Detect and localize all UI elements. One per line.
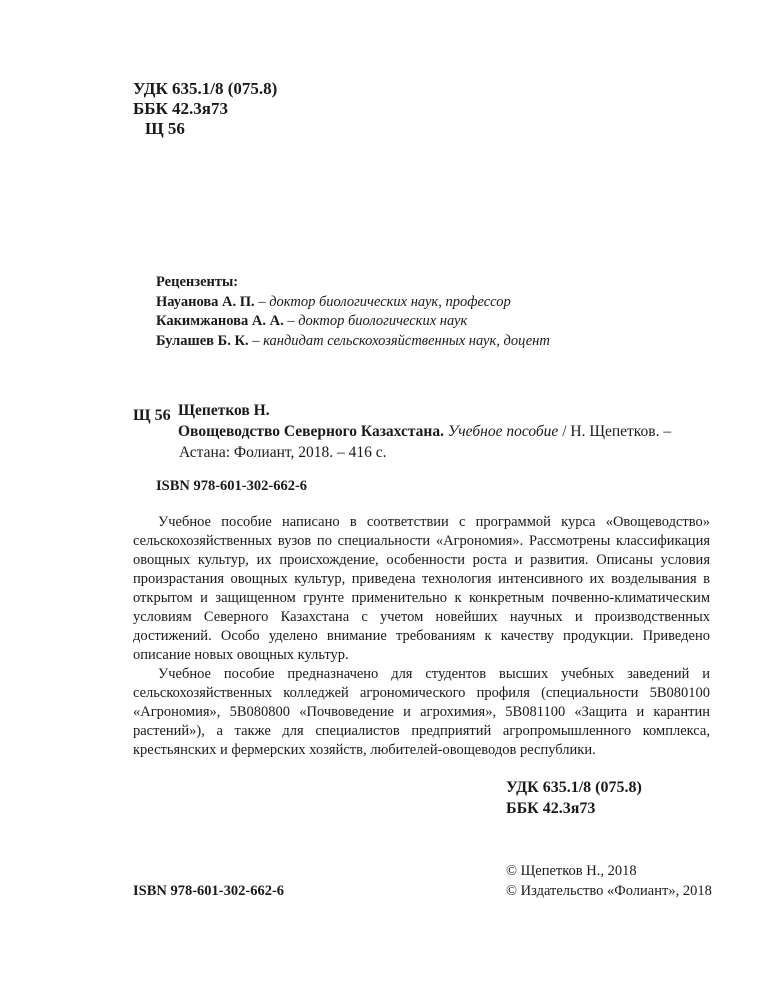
reviewer-desc: – кандидат сельскохозяйственных наук, доцент [248,332,550,349]
abstract-paragraph: Учебное пособие написано в соответствии с программой курса «Овощеводство» сельскохозяйственных вузов по специальности «Агрономия». Рассмотрены классификация овощных культур, их происхождение, особенности роста и развития. Описаны условия произрастания овощных культур, приведена технология интенсивного их возделывания в открытом и защищенном грунте применительно к конкретным почвенно-климатическим условиям Северного Казахстана с учетом новейших научных и производственных достижений. Особо уделено внимание требованиям к качеству продукции. Приведено описание новых овощных культур. [133,514,710,663]
reviewer-name: Науанова А. П. [156,293,255,310]
reviewers-title: Рецензенты: [156,274,239,290]
reviewer-item [156,332,550,352]
book-title-line [178,421,688,442]
author-code: Щ 56 [145,119,185,138]
isbn-footer: ISBN 978-601-302-662-6 [133,883,285,899]
bibliographic-author-code: Щ 56 [133,407,171,424]
copyright-author: © Щепетков Н., 2018 [506,863,637,879]
reviewer-desc: – доктор биологических наук, профессор [254,293,511,310]
bbk-code: ББК 42.3я73 [506,800,596,817]
reviewer-desc: – доктор биологических наук [283,313,468,329]
book-responsibility: / Н. Щепетков. – [558,423,672,440]
book-title: Овощеводство Северного Казахстана. [178,423,444,440]
classification-codes-bottom [506,777,642,819]
reviewer-name: Булашев Б. К. [156,332,249,349]
bibliographic-record [178,400,688,463]
reviewers-block [156,273,550,351]
isbn: ISBN 978-601-302-662-6 [156,478,308,494]
copyright-block [506,861,712,901]
reviewer-item [156,312,550,332]
bbk-code: ББК 42.3я73 [133,99,229,118]
book-type: Учебное пособие [447,423,559,440]
reviewer-name: Какимжанова А. А. [156,313,284,329]
udk-code: УДК 635.1/8 (075.8) [133,79,278,98]
udk-code: УДК 635.1/8 (075.8) [506,779,642,796]
abstract [133,513,710,760]
book-imprint: Астана: Фолиант, 2018. – 416 с. [179,444,387,461]
copyright-publisher: © Издательство «Фолиант», 2018 [506,883,712,899]
book-author: Щепетков Н. [178,402,270,419]
classification-codes-top [133,79,277,139]
reviewer-item [156,293,550,313]
abstract-paragraph: Учебное пособие предназначено для студентов высших учебных заведений и сельскохозяйственных колледжей агрономического профиля (специальности 5В080100 «Агрономия», 5В080800 «Почвоведение и агрохимия», 5В081100 «Защита и карантин растений»), а также для специалистов предприятий агропромышленного комплекса, крестьянских и фермерских хозяйств, любителей-овощеводов республики. [133,666,710,758]
